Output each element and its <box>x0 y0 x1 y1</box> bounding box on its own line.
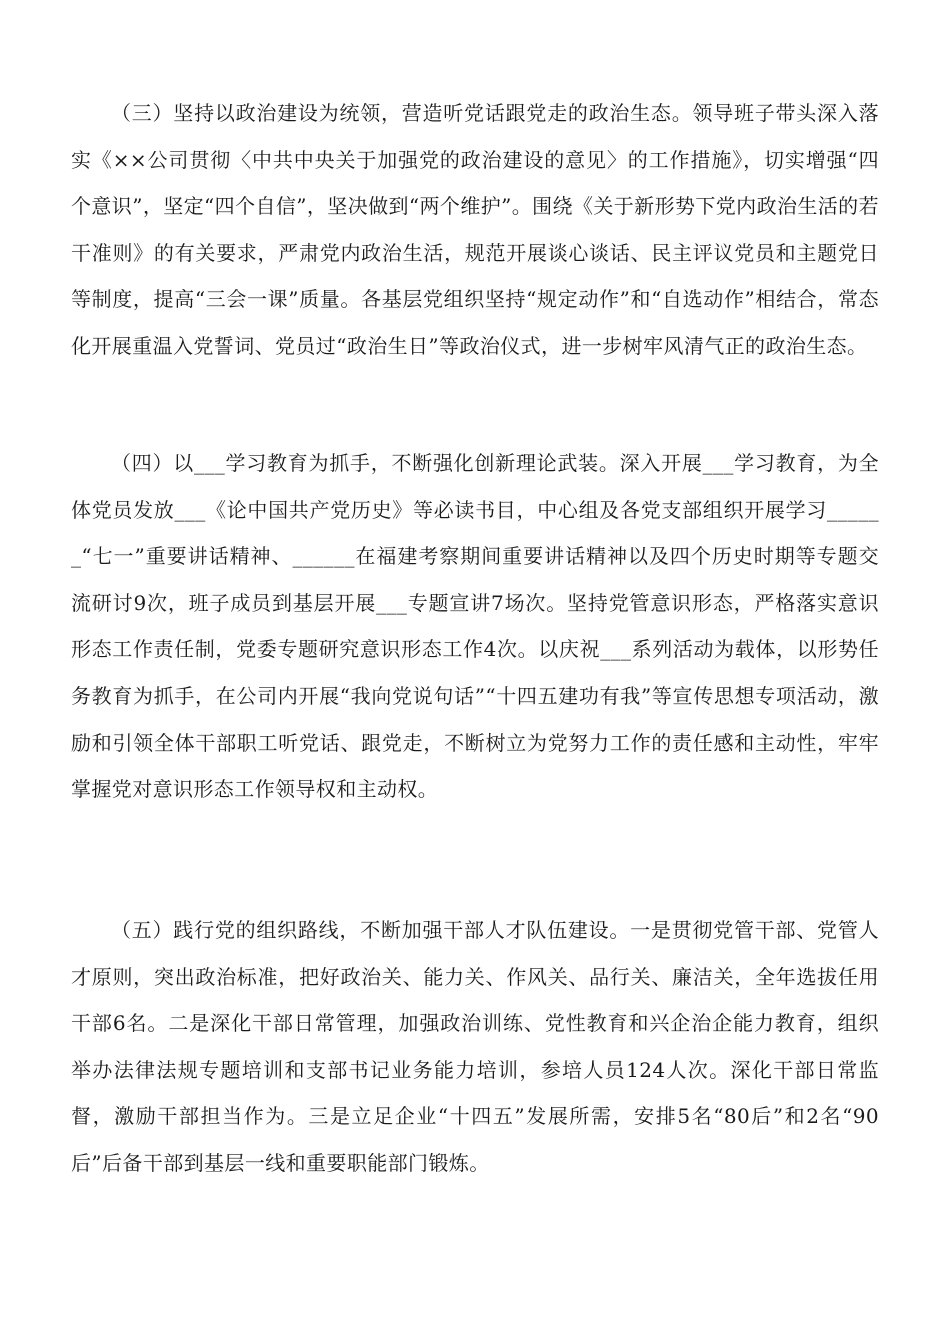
paragraph-cadre-team-building: （五）践行党的组织路线，不断加强干部人才队伍建设。一是贯彻党管干部、党管人才原则，突出政治标准，把好政治关、能力关、作风关、品行关、廉洁关，全年选拔任用干部6名。二是深化干部日常管理，加强政治训练、党性教育和兴企治企能力教育，组织举办法律法规专题培训和支部书记业务能力培训，参培人员124人次。深化干部日常监督，激励干部担当作为。三是立足企业“十四五”发展所需，安排5名“80后”和2名“90后”后备干部到基层一线和重要职能部门锻炼。 <box>71 918 879 1175</box>
paragraph-theory-study-education: （四）以___学习教育为抓手，不断强化创新理论武装。深入开展___学习教育，为全体党员发放___《论中国共产党历史》等必读书目，中心组及各党支部组织开展学习______“七一”重要讲话精神、______在福建考察期间重要讲话精神以及四个历史时期等专题交流研讨9次，班子成员到基层开展___专题宣讲7场次。坚持党管意识形态，严格落实意识形态工作责任制，党委专题研究意识形态工作4次。以庆祝___系列活动为载体，以形势任务教育为抓手，在公司内开展“我向党说句话”“十四五建功有我”等宣传思想专项活动，激励和引领全体干部职工听党话、跟党走，不断树立为党努力工作的责任感和主动性，牢牢掌握党对意识形态工作领导权和主动权。 <box>71 451 879 802</box>
paragraph-party-political-building: （三）坚持以政治建设为统领，营造听党话跟党走的政治生态。领导班子带头深入落实《××公司贯彻〈中共中央关于加强党的政治建设的意见〉的工作措施》，切实增强“四个意识”，坚定“四个自信”，坚决做到“两个维护”。围绕《关于新形势下党内政治生活的若干准则》的有关要求，严肃党内政治生活，规范开展谈心谈话、民主评议党员和主题党日等制度，提高“三会一课”质量。各基层党组织坚持“规定动作”和“自选动作”相结合，常态化开展重温入党誓词、党员过“政治生日”等政治仪式，进一步树牢风清气正的政治生态。 <box>71 101 879 358</box>
